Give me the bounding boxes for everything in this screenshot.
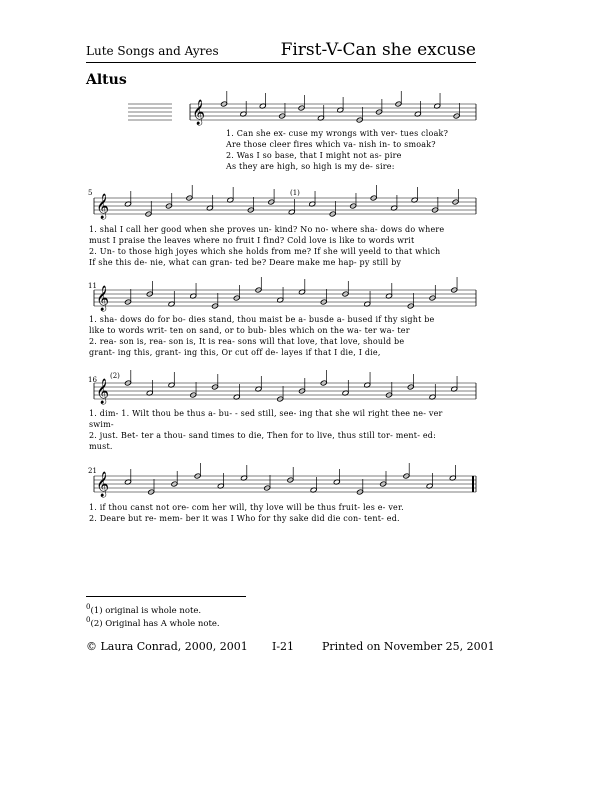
lyric-line: As they are high, so high is my de- sire: bbox=[226, 162, 395, 171]
treble-clef-icon: 𝄞 bbox=[96, 379, 110, 404]
lyric-line: 2. Un- to those high joyes which she holds from me? If she will yeeld to that which bbox=[89, 247, 441, 256]
header-collection-title: Lute Songs and Ayres bbox=[86, 44, 219, 58]
lyric-line: 2. just. Bet- ter a thou- sand times to die, Then for to live, thus still tor- ment- ed: bbox=[89, 431, 436, 440]
header-song-title: First-V-Can she excuse bbox=[280, 40, 476, 60]
editorial-marker: (1) bbox=[290, 189, 300, 197]
treble-clef-icon: 𝄞 bbox=[96, 472, 110, 497]
treble-clef-icon: 𝄞 bbox=[192, 100, 206, 125]
lyric-line: 2. rea- son is, rea- son is, It is rea- sons will that love, that love, should be bbox=[89, 337, 405, 346]
lyric-line: 2. Deare but re- mem- ber it was I Who for thy sake did die con- tent- ed. bbox=[89, 514, 400, 523]
lyric-line: Are those cleer fires which va- nish in- to smoak? bbox=[226, 140, 436, 149]
lyric-line: If she this de- nie, what can gran- ted be? Deare make me hap- py still by bbox=[89, 258, 402, 267]
footer-page-number: I-21 bbox=[272, 640, 295, 653]
footnote-rule bbox=[86, 596, 246, 597]
measure-number: 21 bbox=[88, 467, 97, 475]
lyric-line: must I praise the leaves where no fruit I find? Cold love is like to words writ bbox=[89, 236, 415, 245]
measure-number: 5 bbox=[88, 189, 93, 197]
lyric-line: must. bbox=[89, 442, 113, 451]
lyric-line: 1. shal I call her good when she proves un- kind? No no- where sha- dows do where bbox=[89, 225, 445, 234]
lyric-line: 2. Was I so base, that I might not as- pire bbox=[226, 151, 402, 160]
footnote: $^0$(2) Original has A whole note. bbox=[86, 615, 220, 629]
part-name: Altus bbox=[86, 72, 127, 88]
footer-printed-date: Printed on November 25, 2001 bbox=[322, 640, 495, 653]
lyric-line: 1. dim- 1. Wilt thou be thus a- bu- - sed still, see- ing that she wil right thee ne- ver bbox=[89, 409, 443, 418]
treble-clef-icon: 𝄞 bbox=[96, 194, 110, 219]
lyric-line: 1. if thou canst not ore- com her will, thy love will be thus fruit- les e- ver. bbox=[89, 503, 404, 512]
lyric-line: 1. sha- dows do for bo- dies stand, thou maist be a- busde a- bused if thy sight be bbox=[89, 315, 435, 324]
footnote: $^0$(1) original is whole note. bbox=[86, 602, 202, 616]
lyric-line: swim- bbox=[89, 420, 114, 429]
lyric-line: 1. Can she ex- cuse my wrongs with ver- tues cloak? bbox=[226, 129, 449, 138]
lyric-line: grant- ing this, grant- ing this, Or cut off de- layes if that I die, I die, bbox=[89, 348, 381, 357]
editorial-marker: (2) bbox=[110, 372, 120, 380]
measure-number: 16 bbox=[88, 376, 97, 384]
footer-copyright: © Laura Conrad, 2000, 2001 bbox=[86, 640, 248, 653]
measure-number: 11 bbox=[88, 282, 97, 290]
treble-clef-icon: 𝄞 bbox=[96, 286, 110, 311]
lyric-line: like to words writ- ten on sand, or to bub- bles which on the wa- ter wa- ter bbox=[89, 326, 410, 335]
